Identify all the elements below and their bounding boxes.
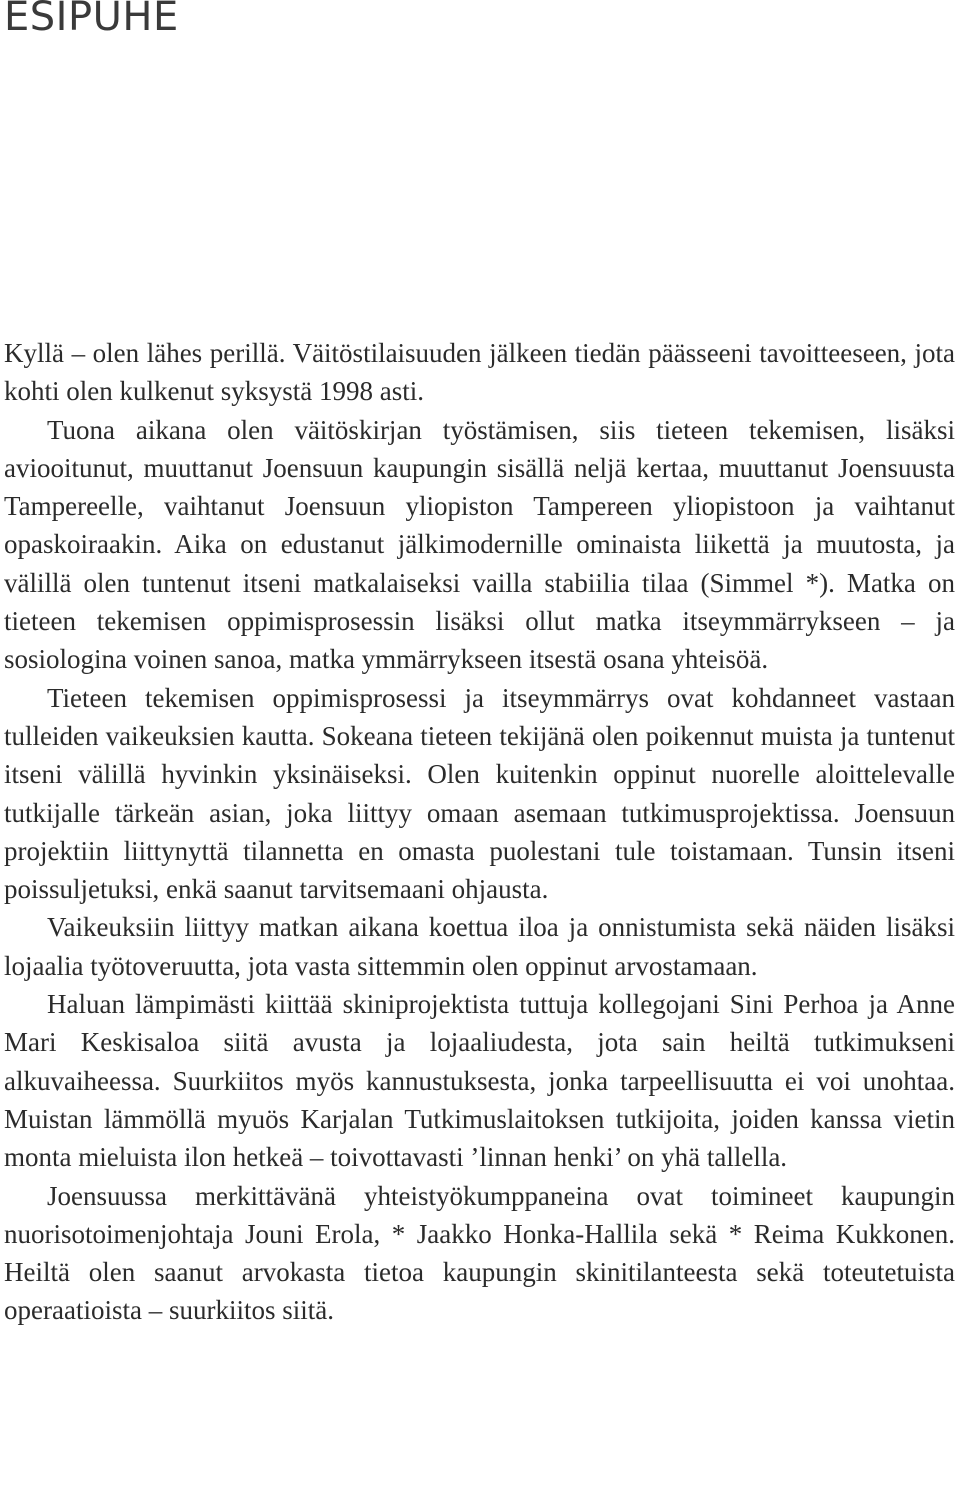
paragraph-1: Kyllä – olen lähes perillä. Väitöstilaisuuden jälkeen tiedän päässeeni tavoitteeseen, jota kohti olen kulkenut syksystä 1998 asti. bbox=[4, 338, 955, 407]
body-text bbox=[4, 334, 955, 1330]
page-title: ESIPUHE bbox=[4, 0, 179, 40]
paragraph-3: Tieteen tekemisen oppimisprosessi ja itseymmärrys ovat kohdanneet vastaan tulleiden vaikeuksien kautta. Sokeana tieteen tekijänä olen poikennut muista ja tuntenut itseni välillä hyvinkin yksinäiseksi. Olen kuitenkin oppinut nuorelle aloittelevalle tutkijalle tärkeän asian, joka liittyy omaan asemaan tutkimusprojektissa. Joensuun projektiin liittynyttä tilannetta en omasta puolestani tule toistamaan. Tunsin itseni poissuljetuksi, enkä saanut tarvitsemaani ohjausta. bbox=[4, 682, 955, 905]
paragraph-4: Vaikeuksiin liittyy matkan aikana koettua iloa ja onnistumista sekä näiden lisäksi lojaalia työtoveruutta, jota vasta sittemmin olen oppinut arvostamaan. bbox=[4, 912, 955, 981]
paragraph-5: Haluan lämpimästi kiittää skiniprojektista tuttuja kollegojani Sini Perhoa ja Anne Mari Keskisaloa siitä avusta ja lojaaliudesta, jota sain heiltä tutkimukseni alkuvaiheessa. Suurkiitos myös kannustuksesta, jonka tarpeellisuutta ei voi unohtaa. Muistan lämmöllä myuös Karjalan Tutkimuslaitoksen tutkijoita, joiden kanssa vietin monta mieluista ilon hetkeä – toivottavasti ’linnan henki’ on yhä tallella. bbox=[4, 989, 955, 1173]
paragraph-6: Joensuussa merkittävänä yhteistyökumppaneina ovat toimineet kaupungin nuorisotoimenjohtaja Jouni Erola, * Jaakko Honka-Hallila sekä * Reima Kukkonen. Heiltä olen saanut arvokasta tietoa kaupungin skinitilanteesta sekä toteutetuista operaatioista – suurkiitos siitä. bbox=[4, 1180, 955, 1326]
paragraph-2: Tuona aikana olen väitöskirjan työstämisen, siis tieteen tekemisen, lisäksi aviooitunut, muuttanut Joensuun kaupungin sisällä neljä kertaa, muuttanut Joensuusta Tampereelle, vaihtanut Joensuun yliopiston Tampereen yliopistoon ja vaihtanut opaskoiraakin. Aika on edustanut jälkimodernille ominaista liikettä ja muutosta, ja välillä olen tuntenut itseni matkalaiseksi vailla stabiilia tilaa (Simmel *). Matka on tieteen tekemisen oppimisprosessin lisäksi ollut matka itseymmärrykseen – ja sosiologina voinen sanoa, matka ymmärrykseen itsestä osana yhteisöä. bbox=[4, 414, 955, 675]
